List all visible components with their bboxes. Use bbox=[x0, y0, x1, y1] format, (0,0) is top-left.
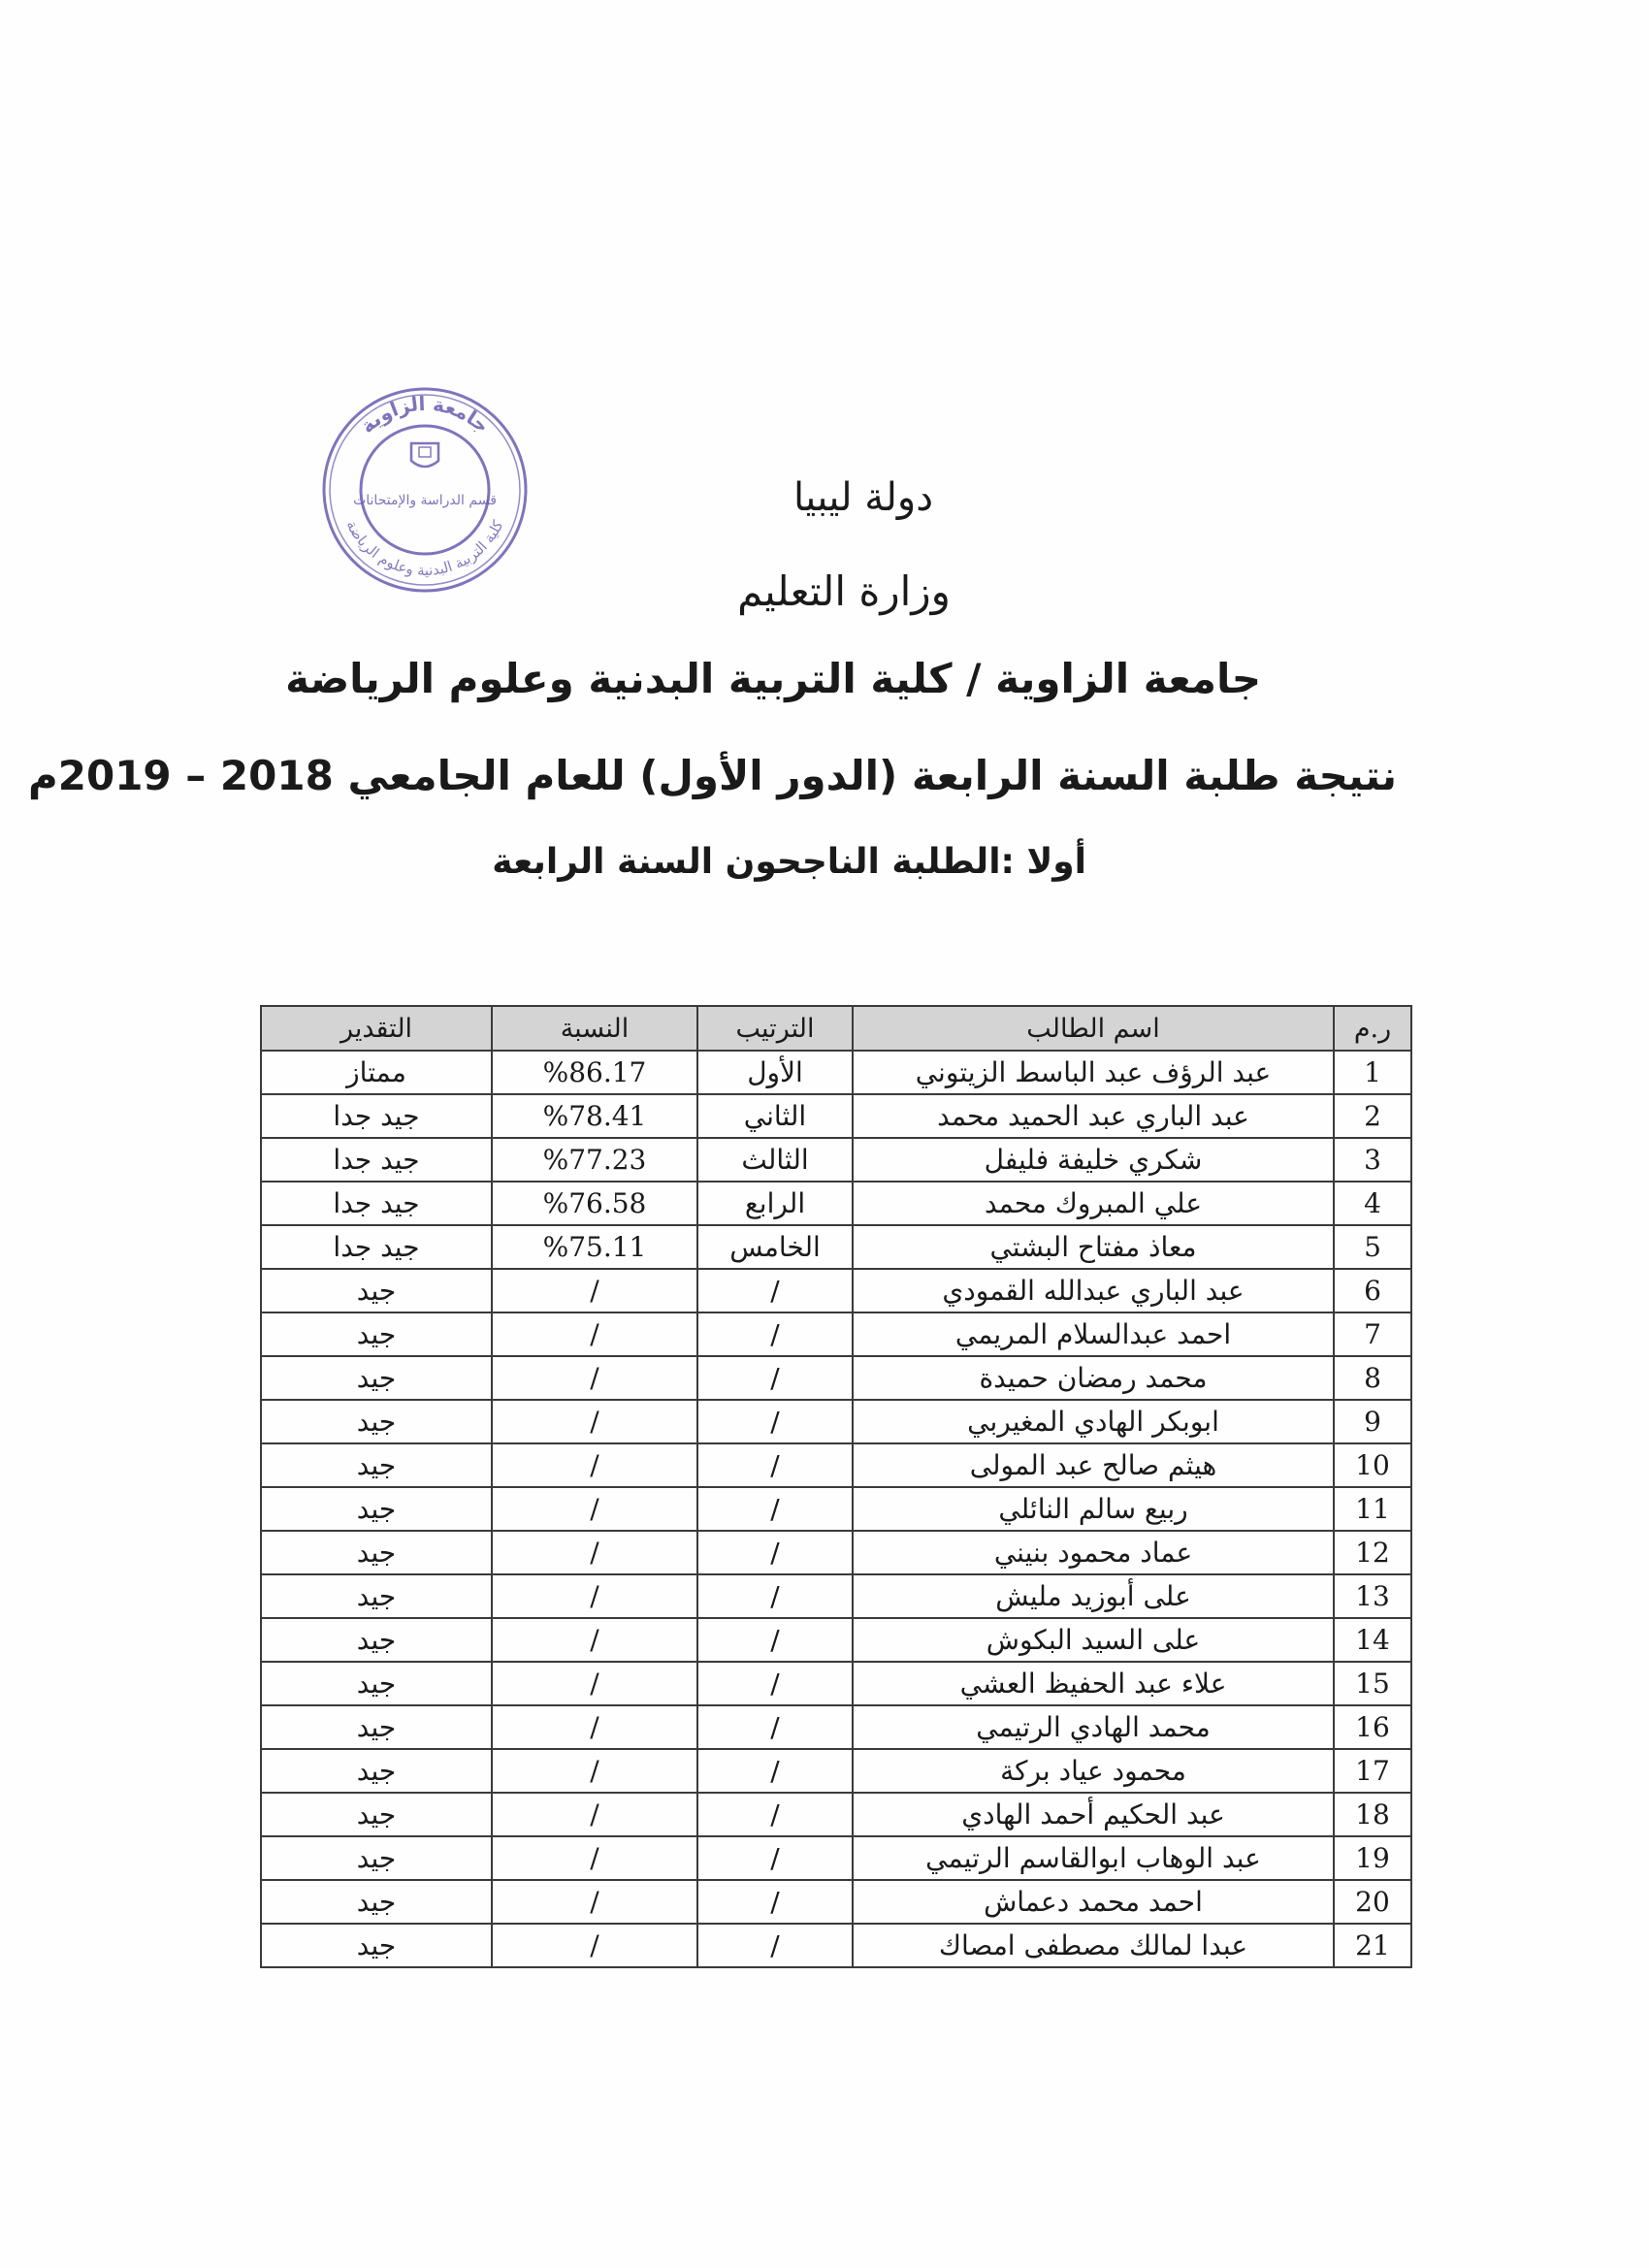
cell-number: 18 bbox=[1334, 1793, 1411, 1836]
cell-grade: جيد bbox=[261, 1443, 492, 1487]
cell-student-name: على أبوزيد مليش bbox=[853, 1574, 1334, 1618]
cell-grade: ممتاز bbox=[261, 1051, 492, 1094]
country-heading: دولة ليبيا bbox=[792, 475, 934, 520]
table-row bbox=[261, 1924, 1411, 1967]
cell-rank: / bbox=[697, 1793, 853, 1836]
cell-student-name: احمد محمد دعماش bbox=[853, 1880, 1334, 1924]
cell-number: 6 bbox=[1334, 1269, 1411, 1312]
cell-rank: / bbox=[697, 1924, 853, 1967]
results-table bbox=[260, 1005, 1412, 1968]
table-row bbox=[261, 1705, 1411, 1749]
cell-rank: / bbox=[697, 1749, 853, 1793]
cell-number: 5 bbox=[1334, 1225, 1411, 1269]
cell-number: 10 bbox=[1334, 1443, 1411, 1487]
cell-student-name: ابوبكر الهادي المغيربي bbox=[853, 1400, 1334, 1443]
cell-number: 16 bbox=[1334, 1705, 1411, 1749]
cell-number: 11 bbox=[1334, 1487, 1411, 1531]
cell-grade: جيد bbox=[261, 1356, 492, 1400]
header-percentage: النسبة bbox=[492, 1006, 697, 1051]
cell-grade: جيد bbox=[261, 1312, 492, 1356]
cell-percentage: / bbox=[492, 1836, 697, 1880]
cell-percentage: %78.41 bbox=[492, 1094, 697, 1138]
table-row bbox=[261, 1836, 1411, 1880]
cell-percentage: / bbox=[492, 1880, 697, 1924]
cell-rank: / bbox=[697, 1618, 853, 1662]
cell-rank: الخامس bbox=[697, 1225, 853, 1269]
cell-grade: جيد bbox=[261, 1574, 492, 1618]
cell-student-name: شكري خليفة فليفل bbox=[853, 1138, 1334, 1182]
cell-percentage: / bbox=[492, 1618, 697, 1662]
table-header-row bbox=[261, 1006, 1411, 1051]
cell-number: 4 bbox=[1334, 1182, 1411, 1225]
university-heading: جامعة الزاوية / كلية التربية البدنية وعلوم الرياضة bbox=[285, 655, 1261, 702]
cell-percentage: %86.17 bbox=[492, 1051, 697, 1094]
cell-number: 3 bbox=[1334, 1138, 1411, 1182]
table-row bbox=[261, 1749, 1411, 1793]
table-row bbox=[261, 1356, 1411, 1400]
cell-number: 12 bbox=[1334, 1531, 1411, 1574]
cell-number: 21 bbox=[1334, 1924, 1411, 1967]
cell-number: 2 bbox=[1334, 1094, 1411, 1138]
cell-grade: جيد bbox=[261, 1487, 492, 1531]
cell-grade: جيد bbox=[261, 1618, 492, 1662]
table-row bbox=[261, 1051, 1411, 1094]
stamp-inner-text: قسم الدراسة والإمتحانات bbox=[353, 493, 497, 508]
cell-rank: / bbox=[697, 1269, 853, 1312]
table-row bbox=[261, 1269, 1411, 1312]
cell-percentage: / bbox=[492, 1443, 697, 1487]
cell-rank: / bbox=[697, 1487, 853, 1531]
cell-percentage: %76.58 bbox=[492, 1182, 697, 1225]
table-row bbox=[261, 1662, 1411, 1705]
svg-text:كلية التربية البدنية وعلوم الر: كلية التربية البدنية وعلوم الرياضة bbox=[342, 517, 507, 580]
table-row bbox=[261, 1443, 1411, 1487]
cell-percentage: / bbox=[492, 1662, 697, 1705]
table-row bbox=[261, 1487, 1411, 1531]
cell-student-name: عبد الرؤف عبد الباسط الزيتوني bbox=[853, 1051, 1334, 1094]
table-row bbox=[261, 1138, 1411, 1182]
cell-number: 20 bbox=[1334, 1880, 1411, 1924]
cell-student-name: عبد الباري عبدالله القمودي bbox=[853, 1269, 1334, 1312]
cell-percentage: / bbox=[492, 1793, 697, 1836]
university-stamp-icon bbox=[318, 383, 532, 597]
cell-student-name: محمد الهادي الرتيمي bbox=[853, 1705, 1334, 1749]
result-title: نتيجة طلبة السنة الرابعة (الدور الأول) للعام الجامعي 2018 – 2019م bbox=[27, 752, 1397, 799]
cell-grade: جيد bbox=[261, 1269, 492, 1312]
cell-rank: الأول bbox=[697, 1051, 853, 1094]
cell-student-name: هيثم صالح عبد المولى bbox=[853, 1443, 1334, 1487]
table-row bbox=[261, 1182, 1411, 1225]
table-row bbox=[261, 1225, 1411, 1269]
cell-grade: جيد bbox=[261, 1400, 492, 1443]
cell-grade: جيد جدا bbox=[261, 1182, 492, 1225]
cell-student-name: علاء عبد الحفيظ العشي bbox=[853, 1662, 1334, 1705]
cell-rank: / bbox=[697, 1400, 853, 1443]
section-title: أولا :الطلبة الناجحون السنة الرابعة bbox=[492, 842, 1086, 882]
header-grade: التقدير bbox=[261, 1006, 492, 1051]
cell-rank: / bbox=[697, 1880, 853, 1924]
ministry-heading: وزارة التعليم bbox=[737, 567, 951, 615]
cell-number: 15 bbox=[1334, 1662, 1411, 1705]
results-body bbox=[261, 1051, 1411, 1967]
table-row bbox=[261, 1793, 1411, 1836]
table-row bbox=[261, 1400, 1411, 1443]
cell-number: 13 bbox=[1334, 1574, 1411, 1618]
cell-percentage: %77.23 bbox=[492, 1138, 697, 1182]
cell-student-name: عبد الحكيم أحمد الهادي bbox=[853, 1793, 1334, 1836]
cell-grade: جيد bbox=[261, 1836, 492, 1880]
cell-student-name: معاذ مفتاح البشتي bbox=[853, 1225, 1334, 1269]
cell-rank: / bbox=[697, 1312, 853, 1356]
header-number: ر.م bbox=[1334, 1006, 1411, 1051]
cell-grade: جيد جدا bbox=[261, 1225, 492, 1269]
cell-rank: / bbox=[697, 1836, 853, 1880]
cell-rank: / bbox=[697, 1356, 853, 1400]
cell-percentage: / bbox=[492, 1312, 697, 1356]
table-row bbox=[261, 1574, 1411, 1618]
cell-percentage: / bbox=[492, 1749, 697, 1793]
svg-text:جامعة الزاوية: جامعة الزاوية bbox=[355, 391, 495, 438]
cell-percentage: / bbox=[492, 1487, 697, 1531]
cell-grade: جيد bbox=[261, 1793, 492, 1836]
cell-rank: / bbox=[697, 1705, 853, 1749]
cell-rank: / bbox=[697, 1662, 853, 1705]
cell-percentage: / bbox=[492, 1356, 697, 1400]
header-student-name: اسم الطالب bbox=[853, 1006, 1334, 1051]
cell-rank: الرابع bbox=[697, 1182, 853, 1225]
cell-percentage: / bbox=[492, 1705, 697, 1749]
cell-student-name: محمود عياد بركة bbox=[853, 1749, 1334, 1793]
cell-student-name: عماد محمود بنيني bbox=[853, 1531, 1334, 1574]
cell-number: 9 bbox=[1334, 1400, 1411, 1443]
cell-student-name: علي المبروك محمد bbox=[853, 1182, 1334, 1225]
table-row bbox=[261, 1531, 1411, 1574]
cell-student-name: عبدا لمالك مصطفى امصاك bbox=[853, 1924, 1334, 1967]
cell-percentage: / bbox=[492, 1924, 697, 1967]
cell-grade: جيد bbox=[261, 1705, 492, 1749]
cell-student-name: على السيد البكوش bbox=[853, 1618, 1334, 1662]
table-row bbox=[261, 1312, 1411, 1356]
cell-rank: / bbox=[697, 1574, 853, 1618]
table-row bbox=[261, 1618, 1411, 1662]
cell-number: 1 bbox=[1334, 1051, 1411, 1094]
cell-student-name: محمد رمضان حميدة bbox=[853, 1356, 1334, 1400]
cell-grade: جيد bbox=[261, 1662, 492, 1705]
cell-percentage: %75.11 bbox=[492, 1225, 697, 1269]
cell-student-name: عبد الباري عبد الحميد محمد bbox=[853, 1094, 1334, 1138]
cell-number: 14 bbox=[1334, 1618, 1411, 1662]
cell-grade: جيد جدا bbox=[261, 1094, 492, 1138]
cell-percentage: / bbox=[492, 1574, 697, 1618]
cell-rank: الثاني bbox=[697, 1094, 853, 1138]
cell-grade: جيد جدا bbox=[261, 1138, 492, 1182]
cell-rank: / bbox=[697, 1443, 853, 1487]
cell-grade: جيد bbox=[261, 1924, 492, 1967]
cell-rank: / bbox=[697, 1531, 853, 1574]
cell-student-name: ربيع سالم النائلي bbox=[853, 1487, 1334, 1531]
table-row bbox=[261, 1094, 1411, 1138]
cell-rank: الثالث bbox=[697, 1138, 853, 1182]
cell-grade: جيد bbox=[261, 1880, 492, 1924]
cell-number: 19 bbox=[1334, 1836, 1411, 1880]
cell-grade: جيد bbox=[261, 1749, 492, 1793]
cell-number: 7 bbox=[1334, 1312, 1411, 1356]
cell-percentage: / bbox=[492, 1400, 697, 1443]
header-rank: الترتيب bbox=[697, 1006, 853, 1051]
cell-percentage: / bbox=[492, 1531, 697, 1574]
cell-grade: جيد bbox=[261, 1531, 492, 1574]
cell-percentage: / bbox=[492, 1269, 697, 1312]
cell-student-name: عبد الوهاب ابوالقاسم الرتيمي bbox=[853, 1836, 1334, 1880]
cell-number: 8 bbox=[1334, 1356, 1411, 1400]
table-row bbox=[261, 1880, 1411, 1924]
cell-number: 17 bbox=[1334, 1749, 1411, 1793]
cell-student-name: احمد عبدالسلام المريمي bbox=[853, 1312, 1334, 1356]
